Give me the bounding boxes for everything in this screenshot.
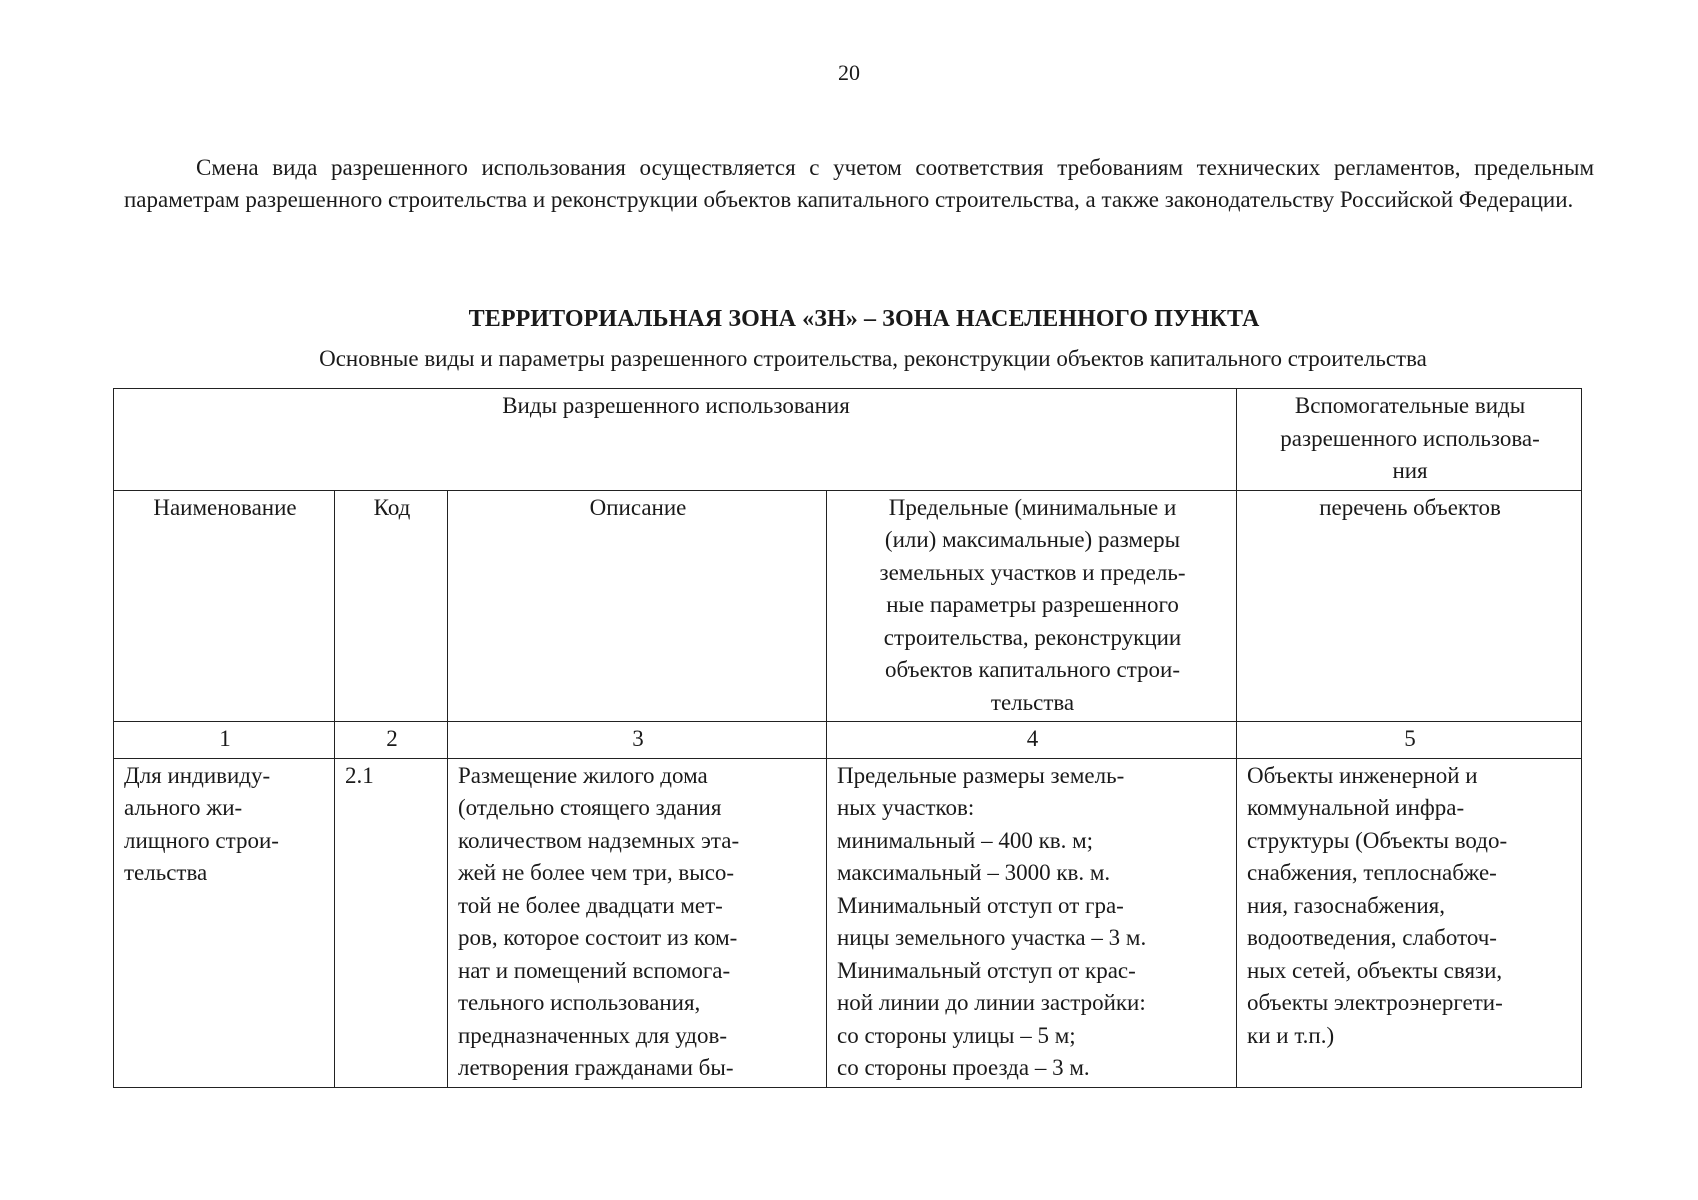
column-header-name: Наименование — [114, 490, 335, 722]
group-header-row — [114, 389, 1582, 491]
column-number: 4 — [827, 722, 1237, 759]
column-header-description: Описание — [448, 490, 827, 722]
column-header-parameters: Предельные (минимальные и (или) максимальные) размеры земельных участков и предель- ные параметры разрешенного строительства, реконструкции объектов капитального строи- тельства — [827, 490, 1237, 722]
row-description: Размещение жилого дома (отдельно стоящего здания количеством надземных эта- жей не более чем три, высо- той не более двадцати мет- ров, которое состоит из ком- нат и помещений вспомога- тельного использования, предназначенных для удов- летворения гражданами бы- — [448, 758, 827, 1087]
table-row — [114, 758, 1582, 1087]
zone-title: ТЕРРИТОРИАЛЬНАЯ ЗОНА «ЗН» – ЗОНА НАСЕЛЕННОГО ПУНКТА — [468, 306, 1260, 332]
page-number: 20 — [838, 60, 860, 85]
column-number: 1 — [114, 722, 335, 759]
auxiliary-uses-header: Вспомогательные виды разрешенного использова- ния — [1237, 389, 1582, 491]
column-number: 2 — [335, 722, 448, 759]
row-parameters: Предельные размеры земель- ных участков: минимальный – 400 кв. м; максимальный – 3000 кв. м. Минимальный отступ от гра- ницы земельного участка – 3 м. Минимальный отступ от крас- ной линии до линии застройки: со стороны улицы – 5 м; со стороны проезда – 3 м. — [827, 758, 1237, 1087]
permitted-use-table — [113, 388, 1582, 1088]
row-code: 2.1 — [335, 758, 448, 1087]
intro-paragraph: Смена вида разрешенного использования осуществляется с учетом соответствия требованиям технических регламентов, предельным параметрам разрешенного строительства и реконструкции объектов капитального строительства, а также законодательству Российской Федерации. — [124, 155, 1594, 212]
column-number-row — [114, 722, 1582, 759]
column-header-code: Код — [335, 490, 448, 722]
column-number: 5 — [1237, 722, 1582, 759]
zone-subtitle: Основные виды и параметры разрешенного строительства, реконструкции объектов капитального строительства — [319, 346, 1427, 371]
column-number: 3 — [448, 722, 827, 759]
column-header-row — [114, 490, 1582, 722]
main-uses-header: Виды разрешенного использования — [114, 389, 1237, 491]
row-auxiliary-objects: Объекты инженерной и коммунальной инфра- структуры (Объекты водо- снабжения, теплоснабже- ния, газоснабжения, водоотведения, слаботоч- ных сетей, объекты связи, объекты электроэнергети- ки и т.п.) — [1237, 758, 1582, 1087]
row-name: Для индивиду- ального жи- лищного строи- тельства — [114, 758, 335, 1087]
column-header-object-list: перечень объектов — [1237, 490, 1582, 722]
